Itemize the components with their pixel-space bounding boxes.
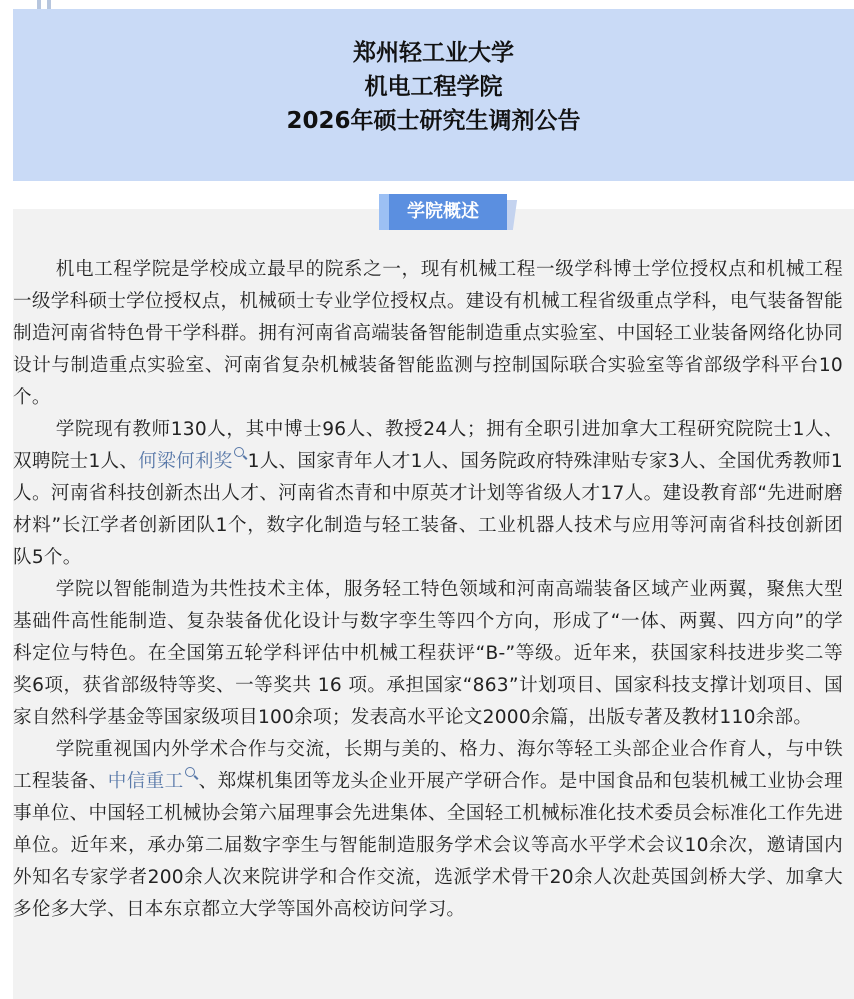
college-overview-section [13, 201, 854, 999]
announcement-title: 2026年硕士研究生调剂公告 [286, 108, 581, 134]
college-name: 机电工程学院 [364, 74, 503, 100]
company-link[interactable]: 中信重工 [107, 771, 184, 792]
paragraph-history: 机电工程学院是学校成立最早的院系之一，现有机械工程一级学科博士学位授权点和机械工程一级学科硕士学位授权点，机械硕士专业学位授权点。建设有机械工程省级重点学科，电气装备智能制造河南省特色骨干学科群。拥有河南省高端装备智能制造重点实验室、中国轻工业装备网络化协同设计与制造重点实验室、河南省复杂机械装备智能监测与控制国际联合实验室等省部级学科平台10个。 [13, 259, 843, 408]
section-title: 学院概述 [379, 194, 507, 230]
paragraph-faculty: 学院现有教师130人，其中博士96人、教授24人；拥有全职引进加拿大工程研究院院士1人、双聘院士1人、何梁何利奖 1人、国家青年人才1人、国务院政府特殊津贴专家3人、全国优秀教师1人。河南省科技创新杰出人才、河南省杰青和中原英才计划等省级人才17人。建设教育部“先进耐磨材料”长江学者创新团队1个，数字化制造与轻工装备、工业机器人技术与应用等河南省科技创新团队5个。 [13, 419, 843, 568]
search-icon[interactable] [234, 447, 244, 457]
announcement-header [13, 9, 854, 181]
paragraph-discipline: 学院以智能制造为共性技术主体，服务轻工特色领域和河南高端装备区域产业两翼，聚焦大型基础件高性能制造、复杂装备优化设计与数字孪生等四个方向，形成了“一体、两翼、四方向”的学科定位与特色。在全国第五轮学科评估中机械工程获评“B-”等级。近年来，获国家科技进步奖二等奖6项，获省部级特等奖、一等奖共 16 项。承担国家“863”计划项目、国家科技支撑计划项目、国家自然科学基金等国家级项目100余项；发表高水平论文2000余篇，出版专著及教材110余部。 [13, 579, 843, 728]
section-title-badge [379, 194, 525, 238]
award-link[interactable]: 何梁何利奖 [138, 451, 233, 472]
university-name: 郑州轻工业大学 [353, 40, 514, 66]
overview-content [13, 254, 843, 926]
search-icon[interactable] [185, 767, 195, 777]
paragraph-cooperation: 学院重视国内外学术合作与交流，长期与美的、格力、海尔等轻工头部企业合作育人，与中铁工程装备、中信重工 、郑煤机集团等龙头企业开展产学研合作。是中国食品和包装机械工业协会理事单位、中国轻工机械协会第六届理事会先进集体、全国轻工机械标准化技术委员会标准化工作先进单位。近年来，承办第二届数字孪生与智能制造服务学术会议等高水平学术会议10余次，邀请国内外知名专家学者200余人次来院讲学和合作交流，选派学术骨干20余人次赴英国剑桥大学、加拿大多伦多大学、日本东京都立大学等国外高校访问学习。 [13, 739, 843, 920]
